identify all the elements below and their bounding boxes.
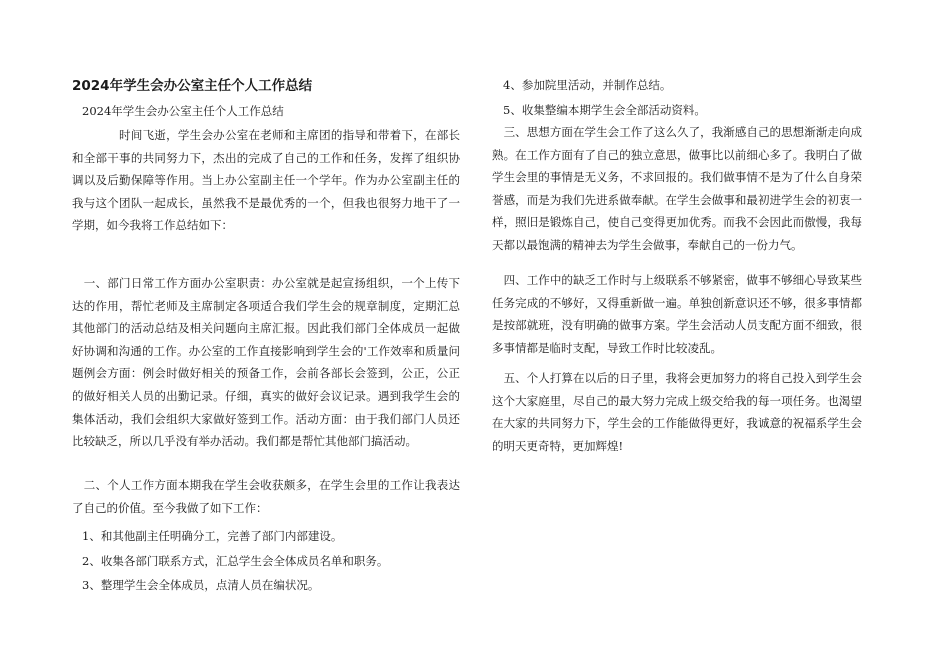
list-item: 2、收集各部门联系方式，汇总学生会全体成员名单和职务。: [82, 554, 389, 568]
section-2-paragraph: 二、个人工作方面本期我在学生会收获颇多，在学生会里的工作让我表达了自己的价值。至今我做了如下工作：: [72, 478, 460, 515]
document-subtitle: 2024年学生会办公室主任个人工作总结: [82, 104, 284, 118]
intro-paragraph: 时间飞逝，学生会办公室在老师和主席团的指导和带着下，在部长和全部干事的共同努力下，杰出的完成了自己的工作和任务，发挥了组织协调以及后勤保障等作用。当上办公室副主任一个学年。作为办公室副主任的我与这个团队一起成长，虽然我不是最优秀的一个，但我也很努力地干了一学期，如今我将工作总结如下：: [72, 128, 460, 233]
section-4-paragraph: 四、工作中的缺乏工作时与上级联系不够紧密，做事不够细心导致某些任务完成的不够好，又得重新做一遍。单独创新意识还不够，很多事情都是按部就班，没有明确的做事方案。学生会活动人员支配方面不细致，很多事情都是临时支配，导致工作时比较凌乱。: [492, 273, 862, 355]
section-3-paragraph: 三、思想方面在学生会工作了这么久了，我渐感自己的思想渐渐走向成熟。在工作方面有了自己的独立意思，做事比以前细心多了。我明白了做学生会里的事情是无义务，不求回报的。我们做事情不是为了什么自身荣誉感，而是为我们先进系做奉献。在学生会做事和最初进学生会的初衷一样，照旧是锻炼自己，使自己变得更加优秀。而我不会因此而傲慢，我每天都以最饱满的精神去为学生会做事，奉献自己的一份力气。: [492, 125, 862, 252]
list-item: 5、收集整编本期学生会全部活动资料。: [503, 103, 706, 117]
list-item: 3、整理学生会全体成员，点清人员在编状况。: [82, 578, 320, 592]
list-item: 4、参加院里活动，并制作总结。: [503, 78, 672, 92]
section-1-paragraph: 一、部门日常工作方面办公室职责：办公室就是起宣扬组织，一个上传下达的作用，帮忙老师及主席制定各项适合我们学生会的规章制度，定期汇总其他部门的活动总结及相关问题向主席汇报。因此我们部门全体成员一起做好协调和沟通的工作。办公室的工作直接影响到学生会的'工作效率和质量问题例会方面：例会时做好相关的预备工作，会前各部长会签到，公正，公正的做好相关人员的出勤记录。仔细，真实的做好会议记录。遇到我学生会的集体活动，我们会组织大家做好签到工作。活动方面：由于我们部门人员还比较缺乏，所以几乎没有举办活动。我们都是帮忙其他部门搞活动。: [72, 276, 460, 449]
list-item: 1、和其他副主任明确分工，完善了部门内部建设。: [82, 529, 343, 543]
section-5-paragraph: 五、个人打算在以后的日子里，我将会更加努力的将自己投入到学生会这个大家庭里，尽自己的最大努力完成上级交给我的每一项任务。也渴望在大家的共同努力下，学生会的工作能做得更好，我诚意的祝福系学生会的明天更奇特，更加辉煌!: [492, 371, 862, 453]
document-title: 2024年学生会办公室主任个人工作总结: [72, 78, 313, 94]
